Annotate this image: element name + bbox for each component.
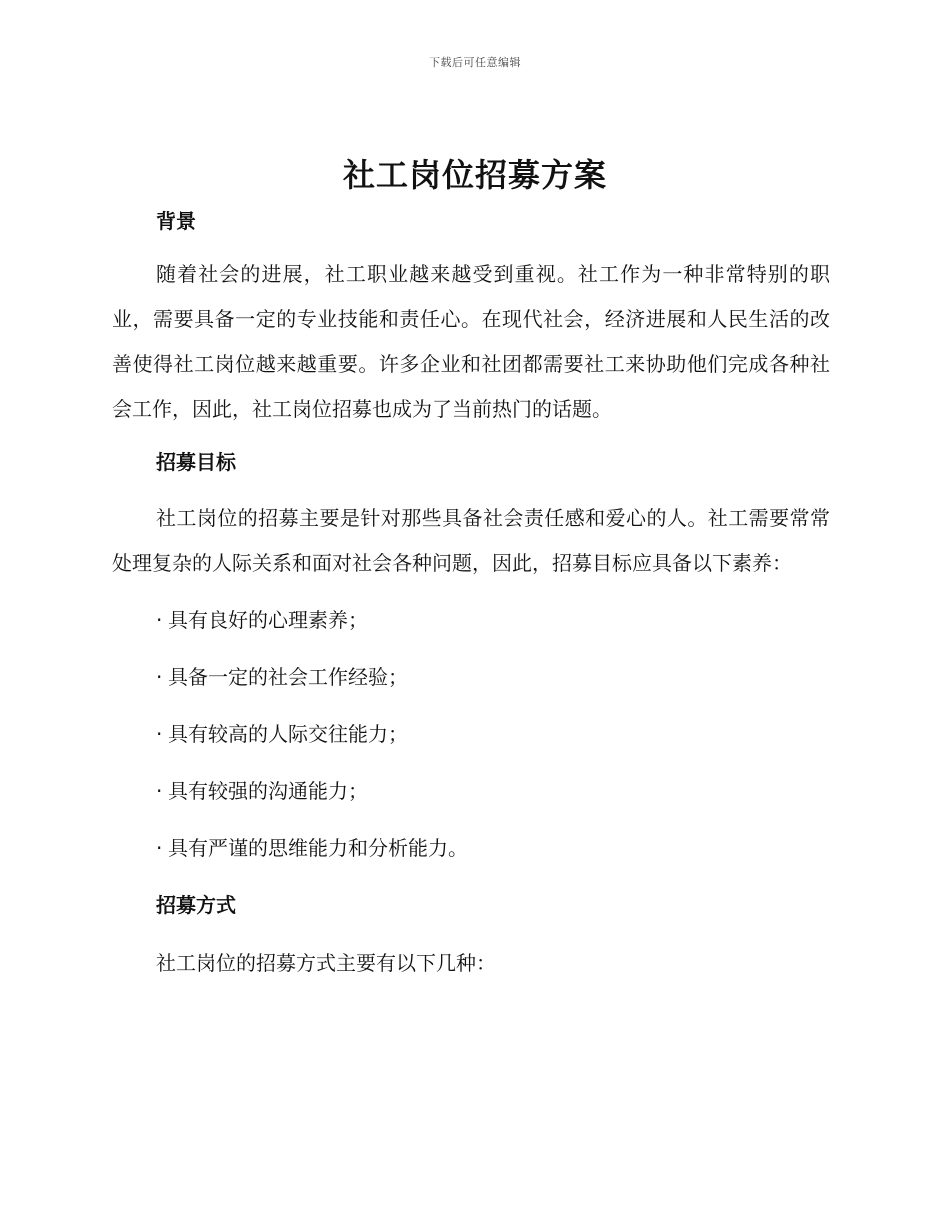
list-item <box>112 712 830 757</box>
document-title: 社工岗位招募方案 <box>342 156 607 194</box>
list-item <box>112 655 830 700</box>
bullet-marker: · <box>156 608 163 632</box>
section-heading-recruitment-goal: 招募目标 <box>156 450 236 474</box>
background-paragraph: 随着社会的进展，社工职业越来越受到重视。社工作为一种非常特别的职业，需要具备一定的专业技能和责任心。在现代社会，经济进展和人民生活的改善使得社工岗位越来越重要。许多企业和社团都需要社工来协助他们完成各种社会工作，因此，社工岗位招募也成为了当前热门的话题。 <box>112 262 830 421</box>
list-item <box>112 826 830 871</box>
bullet-marker: · <box>156 779 163 803</box>
recruitment-goal-paragraph: 社工岗位的招募主要是针对那些具备社会责任感和爱心的人。社工需要常常处理复杂的人际关系和面对社会各种问题，因此，招募目标应具备以下素养： <box>112 506 830 575</box>
recruitment-method-paragraph: 社工岗位的招募方式主要有以下几种： <box>156 951 496 975</box>
section-heading-recruitment-method: 招募方式 <box>156 893 236 917</box>
bullet-marker: · <box>156 836 163 860</box>
list-item <box>112 769 830 814</box>
list-item-text: 具有严谨的思维能力和分析能力。 <box>168 836 468 860</box>
qualification-list <box>112 598 830 871</box>
list-item <box>112 598 830 643</box>
bullet-marker: · <box>156 665 163 689</box>
list-item-text: 具有较强的沟通能力； <box>168 779 368 803</box>
list-item-text: 具备一定的社会工作经验； <box>168 665 408 689</box>
bullet-marker: · <box>156 722 163 746</box>
section-heading-background: 背景 <box>156 209 196 233</box>
list-item-text: 具有良好的心理素养； <box>168 608 368 632</box>
list-item-text: 具有较高的人际交往能力； <box>168 722 408 746</box>
document-body <box>112 205 830 986</box>
page-header-note: 下载后可任意编辑 <box>429 56 521 69</box>
